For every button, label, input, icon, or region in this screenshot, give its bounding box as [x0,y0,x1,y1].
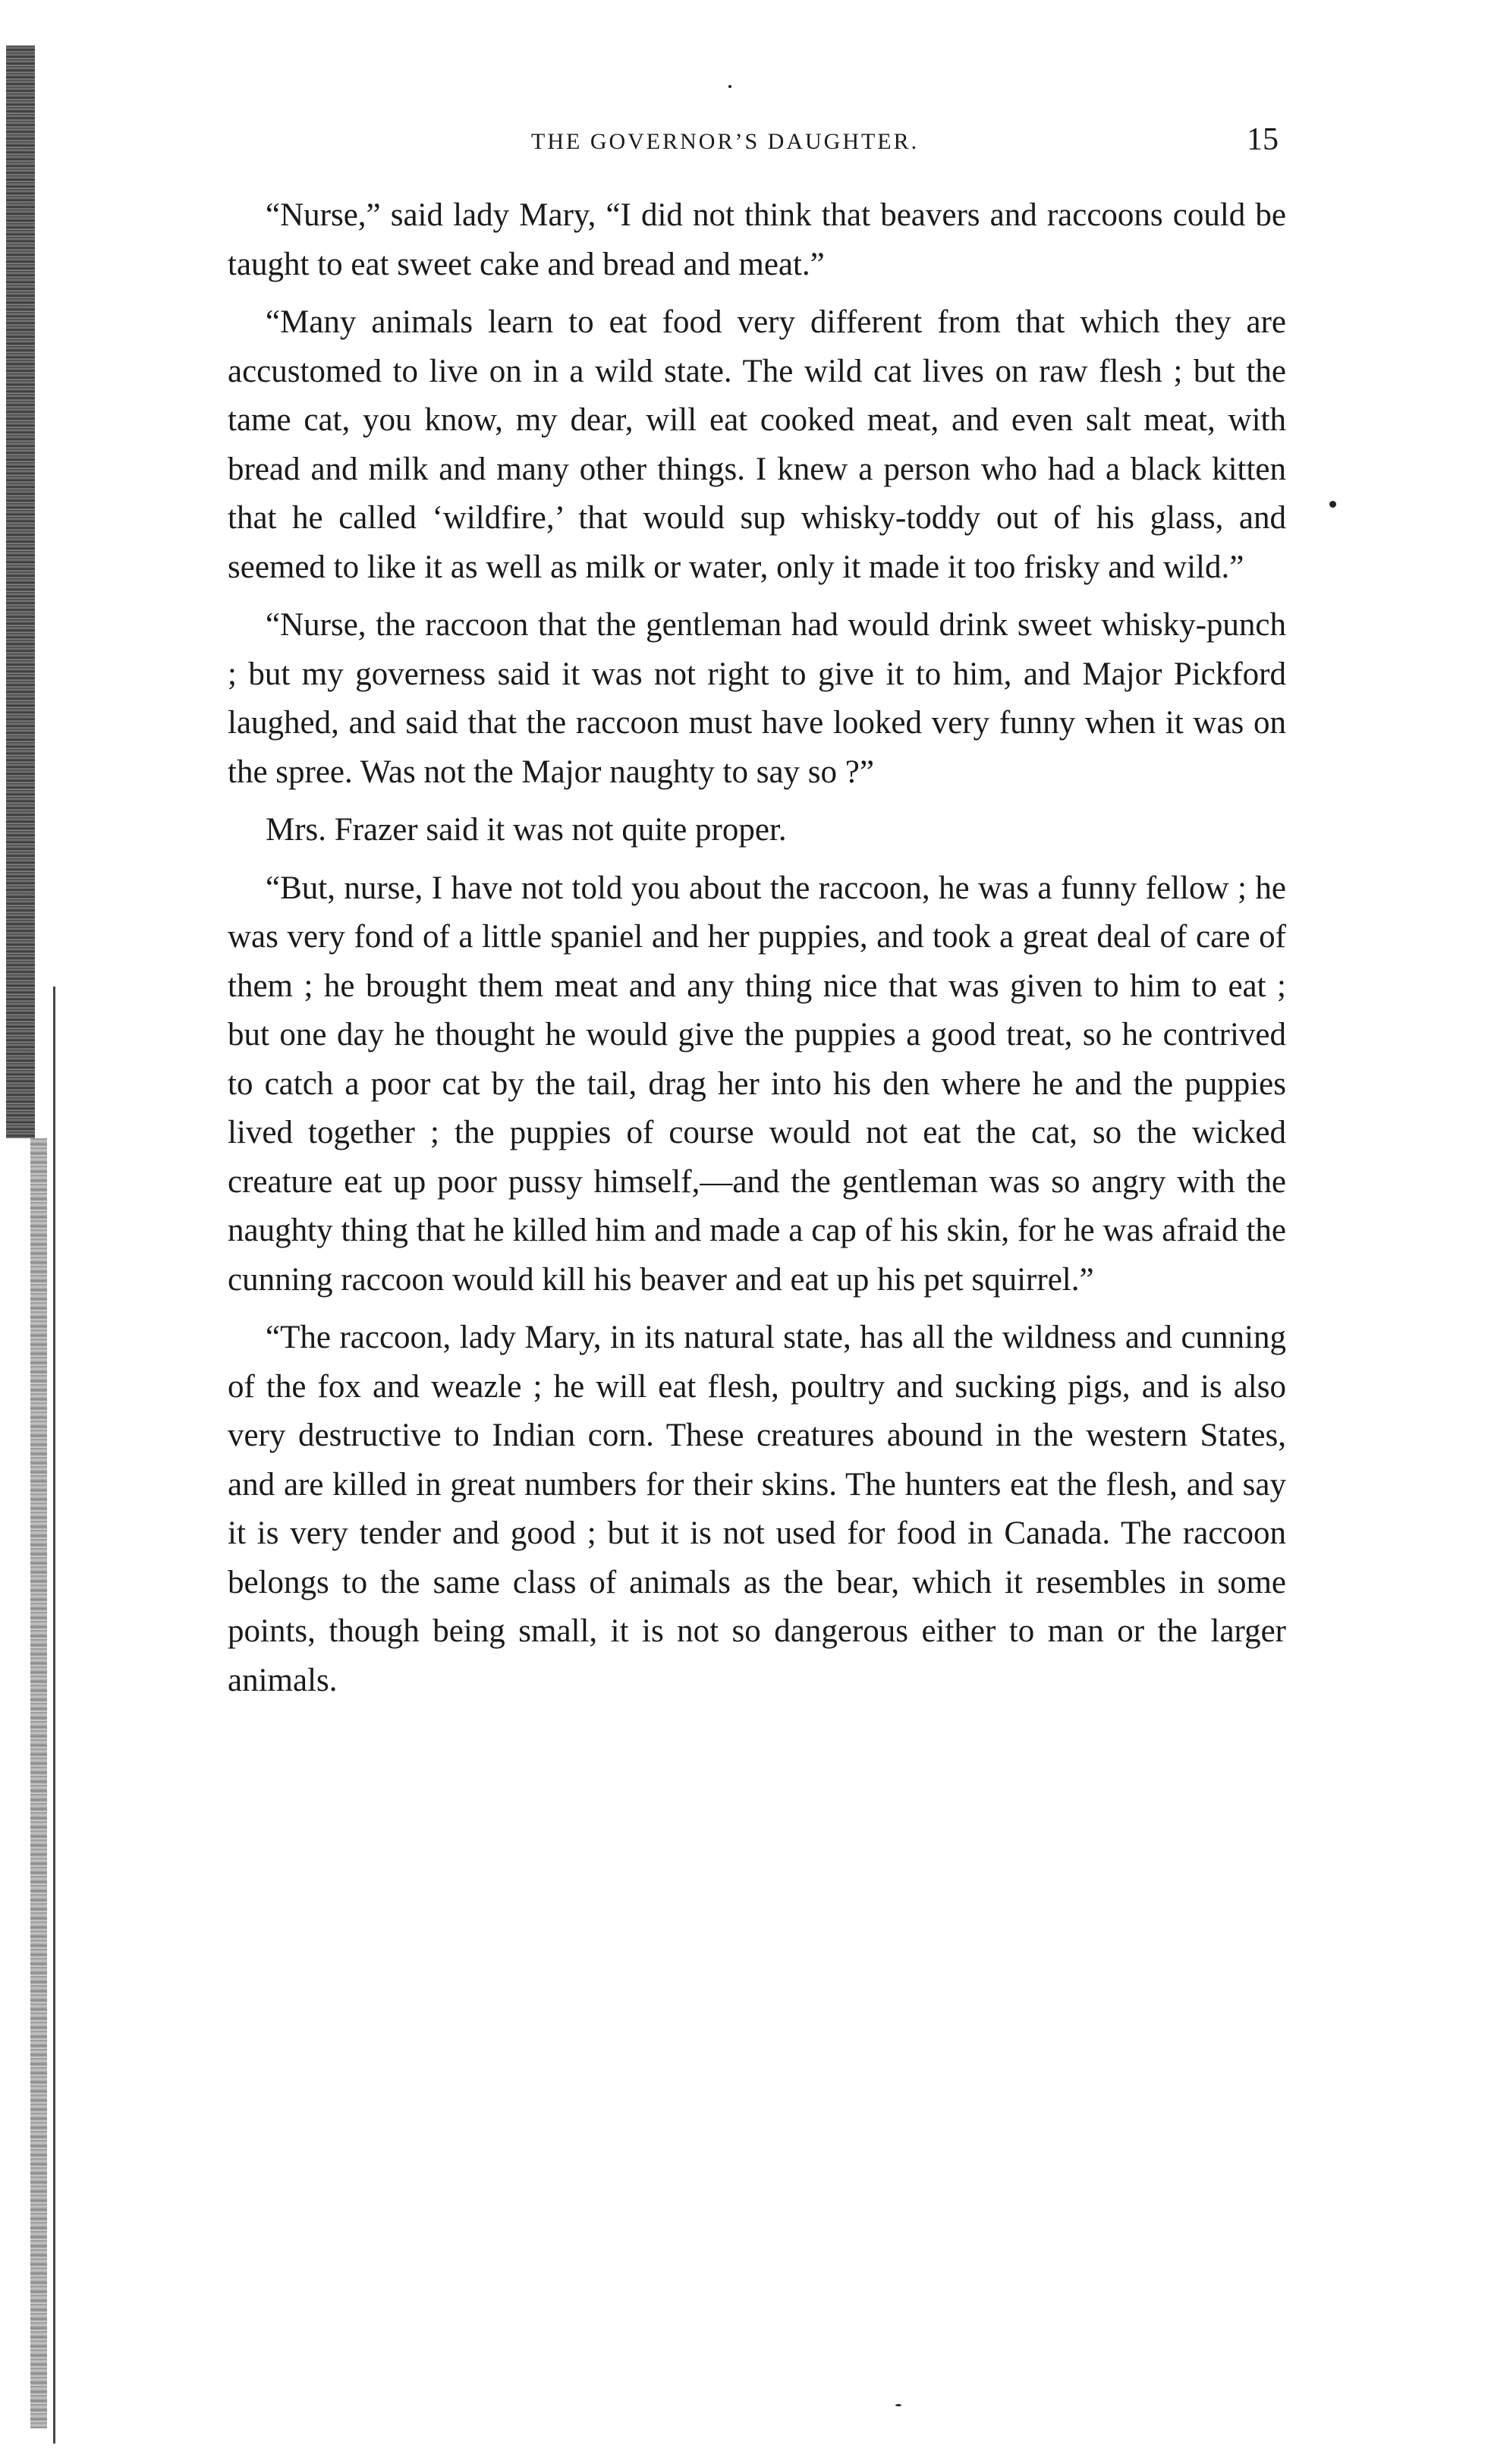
paragraph: “The raccoon, lady Mary, in its natural state, has all the wildness and cunning of the fox and weazle ; he will eat flesh, poultry and sucking pigs, and is also very destructive to Indian corn. These creatures abound in the western States, and are killed in great numbers for their skins. The hunters eat the flesh, and say it is very tender and good ; but it is not used for food in Canada. The raccoon belongs to the same class of animals as the bear, which it resembles in some points, though being small, it is not so dangerous either to man or the larger animals. [228,1320,1286,1698]
page-header [228,121,1279,167]
page-binding-shadow [30,1138,47,2428]
paragraph: “Nurse, the raccoon that the gentleman had would drink sweet whisky-punch ; but my governess said it was not right to give it to him, and Major Pickford laughed, and said that the raccoon must have looked very funny when it was on the spree. Was not the Major naughty to say so ?” [228,607,1286,790]
page-binding-edge [6,46,35,1138]
paragraph: Mrs. Frazer said it was not quite proper. [266,812,787,848]
ink-speck [895,2404,901,2406]
body-text [228,191,1286,1714]
page-number: 15 [1247,122,1279,157]
paragraph: “Many animals learn to eat food very different from that which they are accustomed to live on in a wild state. The wild cat lives on raw flesh ; but the tame cat, you know, my dear, will eat cooked meat, and even salt meat, with bread and milk and many other things. I knew a person who had a black kitten that he called ‘wildfire,’ that would sup whisky-toddy out of his glass, and seemed to like it as well as milk or water, only it made it too frisky and wild.” [228,304,1286,585]
page-binding-line [53,987,55,2444]
ink-speck [1329,501,1336,508]
ink-speck [728,85,731,88]
paragraph: “Nurse,” said lady Mary, “I did not think that beavers and raccoons could be taught to eat sweet cake and bread and meat.” [228,197,1286,282]
running-head: THE GOVERNOR’S DAUGHTER. [531,129,920,154]
paragraph: “But, nurse, I have not told you about the raccoon, he was a funny fellow ; he was very fond of a little spaniel and her puppies, and took a great deal of care of them ; he brought them meat and any thing nice that was given to him to eat ; but one day he thought he would give the puppies a good treat, so he contrived to catch a poor cat by the tail, drag her into his den where he and the puppies lived together ; the puppies of course would not eat the cat, so the wicked creature eat up poor pussy himself,—and the gentleman was so angry with the naughty thing that he killed him and made a cap of his skin, for he was afraid the cunning raccoon would kill his beaver and eat up his pet squirrel.” [228,870,1286,1298]
